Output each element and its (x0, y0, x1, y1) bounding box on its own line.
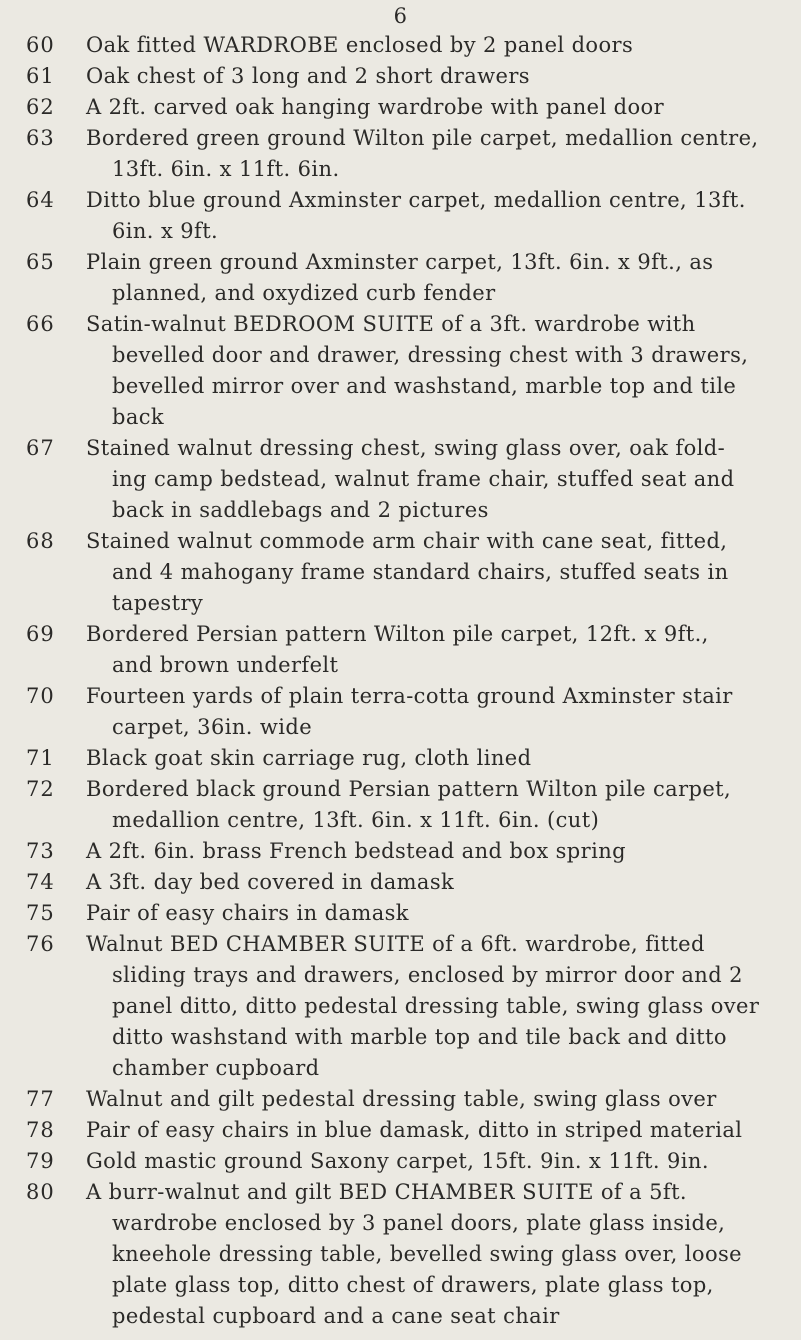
lot-description-line: ditto washstand with marble top and tile back and ditto (112, 1025, 727, 1049)
lot-entry (0, 1177, 801, 1332)
lot-entry (0, 61, 801, 92)
lot-description-line: and brown underfelt (112, 653, 339, 677)
lot-description-line: sliding trays and drawers, enclosed by mirror door and 2 (112, 963, 743, 987)
lot-description-line: Bordered black ground Persian pattern Wilton pile carpet, (86, 777, 732, 801)
lot-entry (0, 774, 801, 836)
lot-description-line: Walnut and gilt pedestal dressing table, swing glass over (86, 1087, 717, 1111)
lot-description (86, 1177, 801, 1332)
lot-description-line: Stained walnut commode arm chair with cane seat, fitted, (86, 529, 728, 553)
lot-description-line: medallion centre, 13ft. 6in. x 11ft. 6in. (cut) (112, 808, 600, 832)
lot-entry (0, 92, 801, 123)
lot-description (86, 1084, 801, 1115)
lot-number: 63 (26, 126, 55, 150)
lot-description (86, 898, 801, 929)
lot-description-line: bevelled door and drawer, dressing chest with 3 drawers, (112, 343, 749, 367)
lot-number: 75 (26, 901, 55, 925)
lot-description (86, 123, 801, 185)
lot-number: 72 (26, 777, 55, 801)
lot-entry (0, 309, 801, 433)
lot-entry (0, 433, 801, 526)
lot-number: 68 (26, 529, 55, 553)
lot-description-line: Bordered Persian pattern Wilton pile carpet, 12ft. x 9ft., (86, 622, 709, 646)
lot-description (86, 681, 801, 743)
lot-description (86, 929, 801, 1084)
lot-description-line: A 2ft. 6in. brass French bedstead and box spring (86, 839, 626, 863)
lot-description-line: Walnut BED CHAMBER SUITE of a 6ft. wardrobe, fitted (86, 932, 705, 956)
lot-description-line: A 3ft. day bed covered in damask (86, 870, 455, 894)
lot-description-line: back in saddlebags and 2 pictures (112, 498, 489, 522)
lot-description (86, 247, 801, 309)
lot-number: 73 (26, 839, 55, 863)
lot-description-line: Oak chest of 3 long and 2 short drawers (86, 64, 530, 88)
lot-description (86, 619, 801, 681)
lot-entry (0, 867, 801, 898)
lot-description (86, 61, 801, 92)
lot-number: 69 (26, 622, 55, 646)
lot-description (86, 867, 801, 898)
lot-entry (0, 526, 801, 619)
lot-description-line: Fourteen yards of plain terra-cotta ground Axminster stair (86, 684, 733, 708)
lot-description-line: bevelled mirror over and washstand, marble top and tile (112, 374, 737, 398)
lot-description-line: ing camp bedstead, walnut frame chair, stuffed seat and (112, 467, 735, 491)
lot-description-line: chamber cupboard (112, 1056, 320, 1080)
lot-description-line: Bordered green ground Wilton pile carpet, medallion centre, (86, 126, 759, 150)
lot-description-line: carpet, 36in. wide (112, 715, 313, 739)
lot-description (86, 743, 801, 774)
lot-number: 64 (26, 188, 55, 212)
lot-description (86, 526, 801, 619)
lot-description-line: Oak fitted WARDROBE enclosed by 2 panel doors (86, 33, 634, 57)
lot-description-line: Gold mastic ground Saxony carpet, 15ft. 9in. x 11ft. 9in. (86, 1149, 709, 1173)
lot-entry (0, 836, 801, 867)
lot-description (86, 1115, 801, 1146)
lot-description-line: Ditto blue ground Axminster carpet, medallion centre, 13ft. (86, 188, 746, 212)
lot-description (86, 774, 801, 836)
lot-description-line: panel ditto, ditto pedestal dressing table, swing glass over (112, 994, 760, 1018)
lot-number: 70 (26, 684, 55, 708)
lot-description-line: and 4 mahogany frame standard chairs, stuffed seats in (112, 560, 729, 584)
lot-entry (0, 247, 801, 309)
lot-entry (0, 929, 801, 1084)
lot-entry (0, 619, 801, 681)
lot-number: 66 (26, 312, 55, 336)
lot-entry (0, 898, 801, 929)
lot-number: 71 (26, 746, 55, 770)
lot-entry (0, 1115, 801, 1146)
lot-description-line: 13ft. 6in. x 11ft. 6in. (112, 157, 340, 181)
lot-description-line: pedestal cupboard and a cane seat chair (112, 1304, 560, 1328)
lot-number: 67 (26, 436, 55, 460)
lot-number: 74 (26, 870, 55, 894)
lot-entry (0, 30, 801, 61)
lot-description-line: plate glass top, ditto chest of drawers, plate glass top, (112, 1273, 714, 1297)
lot-description-line: tapestry (112, 591, 204, 615)
lot-number: 80 (26, 1180, 55, 1204)
lot-description (86, 185, 801, 247)
lot-number: 78 (26, 1118, 55, 1142)
lot-description-line: Satin-walnut BEDROOM SUITE of a 3ft. wardrobe with (86, 312, 696, 336)
lot-description-line: A burr-walnut and gilt BED CHAMBER SUITE of a 5ft. (86, 1180, 688, 1204)
lot-description (86, 92, 801, 123)
lot-description-line: Plain green ground Axminster carpet, 13ft. 6in. x 9ft., as (86, 250, 714, 274)
lot-description (86, 836, 801, 867)
lot-description-line: kneehole dressing table, bevelled swing glass over, loose (112, 1242, 742, 1266)
lot-description-line: A 2ft. carved oak hanging wardrobe with panel door (86, 95, 665, 119)
lot-number: 76 (26, 932, 55, 956)
lot-list (0, 30, 801, 1332)
lot-description-line: Pair of easy chairs in damask (86, 901, 409, 925)
lot-number: 60 (26, 33, 55, 57)
lot-description (86, 30, 801, 61)
lot-description (86, 433, 801, 526)
lot-entry (0, 1084, 801, 1115)
lot-entry (0, 743, 801, 774)
lot-description-line: 6in. x 9ft. (112, 219, 219, 243)
page-number: 6 (393, 4, 408, 28)
lot-entry (0, 123, 801, 185)
lot-description-line: Black goat skin carriage rug, cloth lined (86, 746, 532, 770)
lot-entry (0, 1146, 801, 1177)
lot-number: 65 (26, 250, 55, 274)
lot-description-line: planned, and oxydized curb fender (112, 281, 496, 305)
lot-entry (0, 681, 801, 743)
lot-description-line: Stained walnut dressing chest, swing glass over, oak fold- (86, 436, 726, 460)
lot-description (86, 1146, 801, 1177)
lot-number: 61 (26, 64, 55, 88)
lot-description-line: Pair of easy chairs in blue damask, ditto in striped material (86, 1118, 743, 1142)
lot-description-line: back (112, 405, 165, 429)
lot-description (86, 309, 801, 433)
lot-entry (0, 185, 801, 247)
lot-number: 62 (26, 95, 55, 119)
lot-description-line: wardrobe enclosed by 3 panel doors, plate glass inside, (112, 1211, 726, 1235)
lot-number: 79 (26, 1149, 55, 1173)
lot-number: 77 (26, 1087, 55, 1111)
